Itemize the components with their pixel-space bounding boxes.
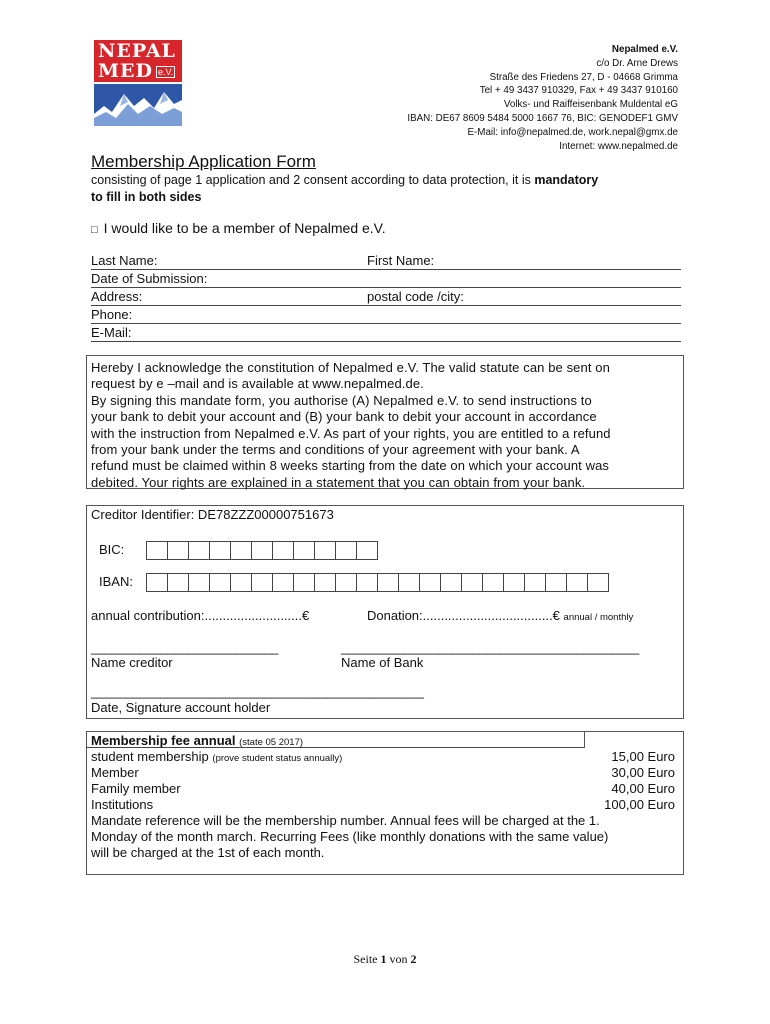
fee-row [91, 781, 675, 797]
iban-cell[interactable] [314, 573, 336, 592]
donation-frequency: annual / monthly [563, 612, 634, 623]
logo-banner [94, 40, 182, 82]
creditor-identifier: Creditor Identifier: DE78ZZZ00000751673 [91, 507, 334, 522]
mandate-text [91, 360, 679, 491]
fee-amount: 30,00 Euro [611, 765, 675, 780]
iban-cell[interactable] [230, 573, 252, 592]
bic-field[interactable] [146, 541, 377, 560]
annual-contribution[interactable]: annual contribution:...........................€ [91, 608, 310, 623]
street: Straße des Friedens 27, D - 04668 Grimma [489, 71, 678, 83]
page-total: 2 [410, 952, 417, 966]
iban-cell[interactable] [566, 573, 588, 592]
mandate-line: with the instruction from Nepalmed e.V. As part of your rights, you are entitled to a refund [91, 425, 611, 441]
name-creditor-label: Name creditor [91, 655, 173, 670]
phone-line[interactable] [91, 323, 681, 324]
mandate-line: Hereby I acknowledge the constitution of Nepalmed e.V. The valid statute can be sent on [91, 360, 610, 375]
iban-cell[interactable] [587, 573, 609, 592]
creditor-sign-line[interactable]: ___________________________ [91, 640, 279, 655]
bic-cell[interactable] [188, 541, 210, 560]
date-line[interactable] [91, 287, 681, 288]
iban-cell[interactable] [293, 573, 315, 592]
of-word: von [389, 952, 408, 966]
phone-fax: Tel + 49 3437 910329, Fax + 49 3437 910160 [479, 85, 678, 97]
subtitle-mandatory: mandatory [534, 173, 599, 187]
iban-cell[interactable] [461, 573, 483, 592]
bank-sign-line[interactable]: ___________________________________________ [341, 640, 639, 655]
fee-note: (prove student status annually) [212, 753, 343, 764]
bic-cell[interactable] [251, 541, 273, 560]
subtitle-text: consisting of page 1 application and 2 consent according to data protection, it is [91, 173, 535, 187]
first-name-label: First Name: [367, 253, 435, 268]
bic-cell[interactable] [209, 541, 231, 560]
bic-cell[interactable] [272, 541, 294, 560]
fee-amount: 15,00 Euro [611, 749, 675, 764]
postal-label: postal code /city: [367, 289, 464, 304]
fees-note-line: will be charged at the 1st of each month. [91, 845, 325, 860]
iban-cell[interactable] [482, 573, 504, 592]
page-word: Seite [353, 952, 378, 966]
mandate-line: from your bank under the terms and conditions of your agreement with your bank. A [91, 442, 580, 458]
org-name: Nepalmed e.V. [611, 44, 678, 55]
bic-cell[interactable] [146, 541, 168, 560]
iban-cell[interactable] [251, 573, 273, 592]
mandate-line: request by e –mail and is available at www.nepalmed.de. [91, 376, 424, 392]
iban-label: IBAN: [99, 574, 133, 589]
iban-cell[interactable] [524, 573, 546, 592]
last-name-label: Last Name: [91, 253, 158, 268]
iban-cell[interactable] [440, 573, 462, 592]
bic-label: BIC: [99, 542, 125, 557]
fees-note-line: Mandate reference will be the membership number. Annual fees will be charged at the 1. [91, 813, 600, 828]
iban-cell[interactable] [209, 573, 231, 592]
membership-checkbox-label: I would like to be a member of Nepalmed e.V. [103, 220, 386, 236]
bic-cell[interactable] [335, 541, 357, 560]
name-bank-label: Name of Bank [341, 655, 424, 670]
logo-line2: MED [98, 60, 153, 82]
iban-cell[interactable] [398, 573, 420, 592]
bank-iban: IBAN: DE67 8609 5484 5000 1667 76, BIC: GENODEF1 GMV [407, 112, 678, 124]
donation-label: Donation:....................................€ [367, 608, 560, 623]
bic-cell[interactable] [293, 541, 315, 560]
iban-cell[interactable] [545, 573, 567, 592]
iban-cell[interactable] [167, 573, 189, 592]
iban-cell[interactable] [188, 573, 210, 592]
iban-cell[interactable] [419, 573, 441, 592]
form-subtitle [91, 172, 691, 206]
mountain-icon [94, 84, 182, 126]
mandate-line: By signing this mandate form, you authorise (A) Nepalmed e.V. to send instructions to [91, 392, 592, 408]
logo-suffix: e.V. [158, 67, 174, 77]
fee-row [91, 765, 675, 781]
iban-field[interactable] [146, 573, 608, 592]
page-number: 1 [380, 952, 387, 966]
bic-cell[interactable] [230, 541, 252, 560]
fee-row [91, 749, 675, 765]
iban-cell[interactable] [146, 573, 168, 592]
signature-line[interactable]: ________________________________________________ [91, 684, 424, 699]
bic-cell[interactable] [356, 541, 378, 560]
fee-row [91, 797, 675, 813]
fees-note [91, 813, 681, 861]
page-title: Membership Application Form [91, 152, 316, 171]
subtitle-both-sides: to fill in both sides [91, 190, 202, 204]
phone-label: Phone: [91, 307, 133, 322]
bic-cell[interactable] [314, 541, 336, 560]
logo-line1: NEPAL [98, 40, 176, 62]
email-label: E-Mail: [91, 325, 132, 340]
page-footer [0, 952, 770, 967]
fee-amount: 40,00 Euro [611, 781, 675, 796]
iban-cell[interactable] [503, 573, 525, 592]
address-label: Address: [91, 289, 143, 304]
mandate-line: debited. Your rights are explained in a statement that you can obtain from your bank. [91, 474, 586, 490]
fee-label: Family member [91, 781, 181, 796]
fee-label: student membership [91, 749, 209, 764]
last-name-line[interactable] [91, 269, 681, 270]
nepalmed-logo [94, 40, 182, 126]
signature-label: Date, Signature account holder [91, 700, 271, 715]
email-address: E-Mail: info@nepalmed.de, work.nepal@gmx.de [467, 126, 678, 138]
fees-note-line: Monday of the month march. Recurring Fees (like monthly donations with the same value) [91, 829, 609, 844]
membership-checkbox-row [91, 220, 386, 236]
mandate-line: your bank to debit your account and (B) your bank to debit your account in accordance [91, 409, 597, 425]
iban-cell[interactable] [335, 573, 357, 592]
fee-amount: 100,00 Euro [604, 797, 675, 812]
fee-label: Member [91, 765, 139, 780]
fees-title: Membership fee annual [91, 733, 236, 748]
bic-cell[interactable] [167, 541, 189, 560]
fee-label: Institutions [91, 797, 154, 812]
iban-cell[interactable] [272, 573, 294, 592]
donation-field[interactable] [367, 608, 633, 623]
address-line[interactable] [91, 305, 681, 306]
email-line[interactable] [91, 341, 681, 342]
bank-name: Volks- und Raiffeisenbank Muldental eG [503, 99, 678, 111]
iban-cell[interactable] [377, 573, 399, 592]
fees-state: (state 05 2017) [239, 737, 304, 748]
address-block [407, 43, 678, 153]
date-submission-label: Date of Submission: [91, 271, 208, 286]
mandate-line: refund must be claimed within 8 weeks starting from the date on which your account was [91, 458, 610, 474]
membership-checkbox[interactable]: □ [91, 224, 98, 236]
contact-person: c/o Dr. Arne Drews [596, 57, 678, 69]
website: Internet: www.nepalmed.de [559, 140, 678, 152]
fees-header [91, 733, 675, 749]
iban-cell[interactable] [356, 573, 378, 592]
